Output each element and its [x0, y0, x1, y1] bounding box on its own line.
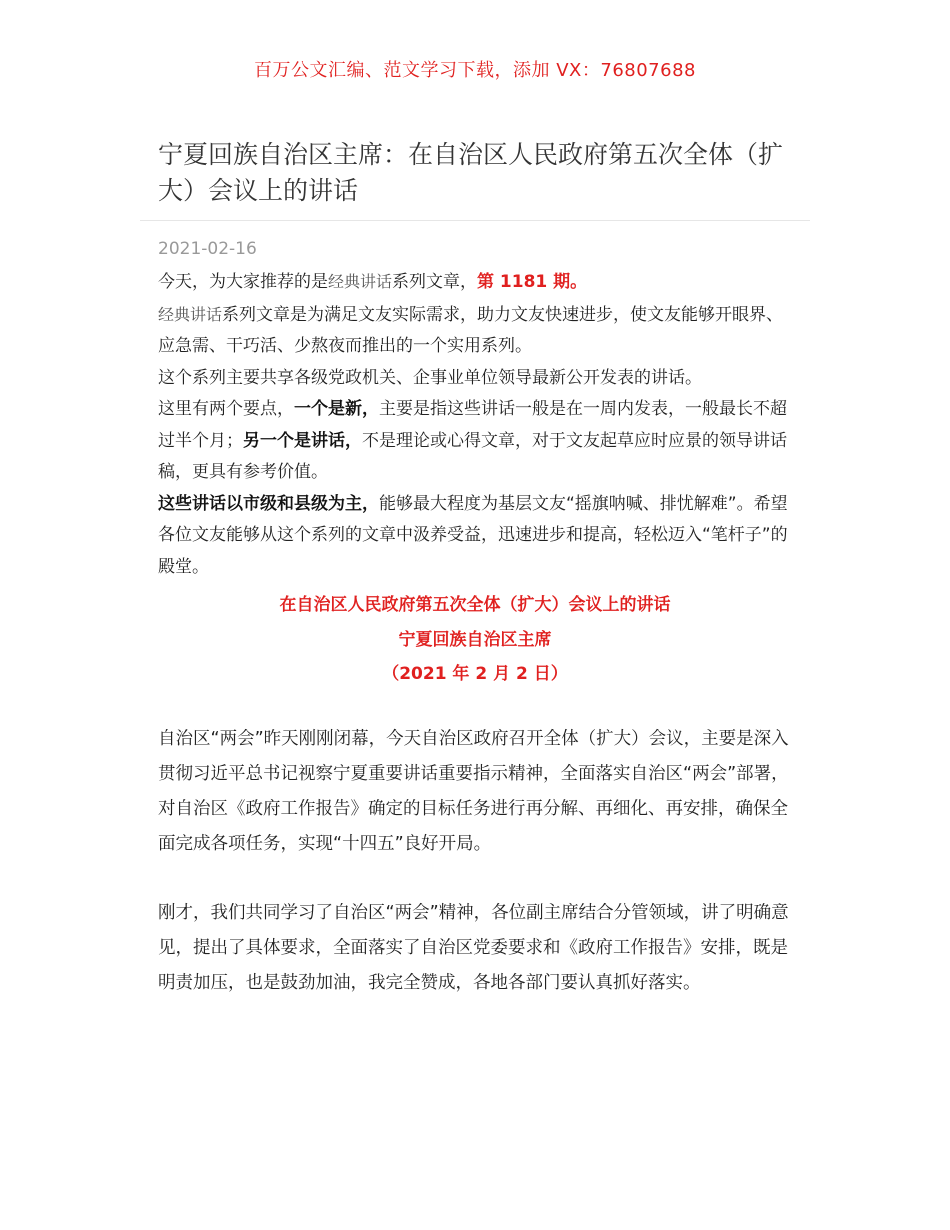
speech-heading: 在自治区人民政府第五次全体（扩大）会议上的讲话 — [279, 595, 671, 615]
key-point-2: 另一个是讲话， — [243, 430, 362, 451]
publish-date: 2021-02-16 — [158, 239, 257, 259]
intro-text: 能够最大程度为基层文友“摇旗呐喊、排忧解难”。希望各位文友能够从这个系列的文章中汲养受益，迅速进步和提高，轻松迈入“笔杆子”的殿堂。 — [158, 493, 788, 577]
title-divider — [140, 220, 810, 221]
body-paragraph-2: 刚才，我们共同学习了自治区“两会”精神，各位副主席结合分管领域，讲了明确意见，提出了具体要求，全面落实了自治区党委要求和《政府工作报告》安排，既是明责加压，也是鼓劲加油，我完全赞成，各地各部门要认真抓好落实。 — [158, 903, 789, 993]
intro-paragraph-1 — [158, 266, 794, 299]
intro-text: 不是理论或心得文章，对于文友起草应时应景的领导讲话稿，更具有参考价值。 — [158, 430, 787, 482]
speech-speaker: 宁夏回族自治区主席 — [398, 630, 552, 650]
intro-paragraph-4 — [158, 394, 794, 489]
speech-date: （2021 年 2 月 2 日） — [382, 664, 568, 684]
intro-text: 这里有两个要点， — [158, 399, 294, 419]
series-name: 经典讲话 — [328, 272, 393, 291]
body-paragraph-1: 自治区“两会”昨天刚刚闭幕，今天自治区政府召开全体（扩大）会议，主要是深入贯彻习近平总书记视察宁夏重要讲话重要指示精神，全面落实自治区“两会”部署，对自治区《政府工作报告》确定的目标任务进行再分解、再细化、再安排，确保全面完成各项任务，实现“十四五”良好开局。 — [158, 729, 789, 854]
top-banner: 百万公文汇编、范文学习下载，添加 VX：76807688 — [254, 60, 696, 81]
intro-paragraph-5 — [158, 489, 794, 584]
series-name: 经典讲话 — [158, 304, 223, 324]
key-point-3: 这些讲话以市级和县级为主， — [158, 493, 379, 514]
issue-number: 第 1181 期。 — [477, 272, 588, 292]
intro-text: 主要是指这些讲话一般是在一周内发表，一般最长不超过半个月； — [158, 399, 787, 451]
intro-paragraph-3: 这个系列主要共享各级党政机关、企事业单位领导最新公开发表的讲话。 — [158, 367, 702, 388]
intro-section — [158, 266, 794, 583]
intro-text: 系列文章是为满足文友实际需求，助力文友快速进步，使文友能够开眼界、应急需、干巧活、少熬夜而推出的一个实用系列。 — [158, 304, 784, 356]
key-point-1: 一个是新， — [294, 399, 379, 419]
article-title: 宁夏回族自治区主席：在自治区人民政府第五次全体（扩大）会议上的讲话 — [158, 140, 784, 205]
intro-text: 系列文章， — [392, 272, 478, 292]
intro-text: 今天，为大家推荐的是 — [158, 272, 328, 292]
intro-paragraph-2 — [158, 299, 794, 363]
